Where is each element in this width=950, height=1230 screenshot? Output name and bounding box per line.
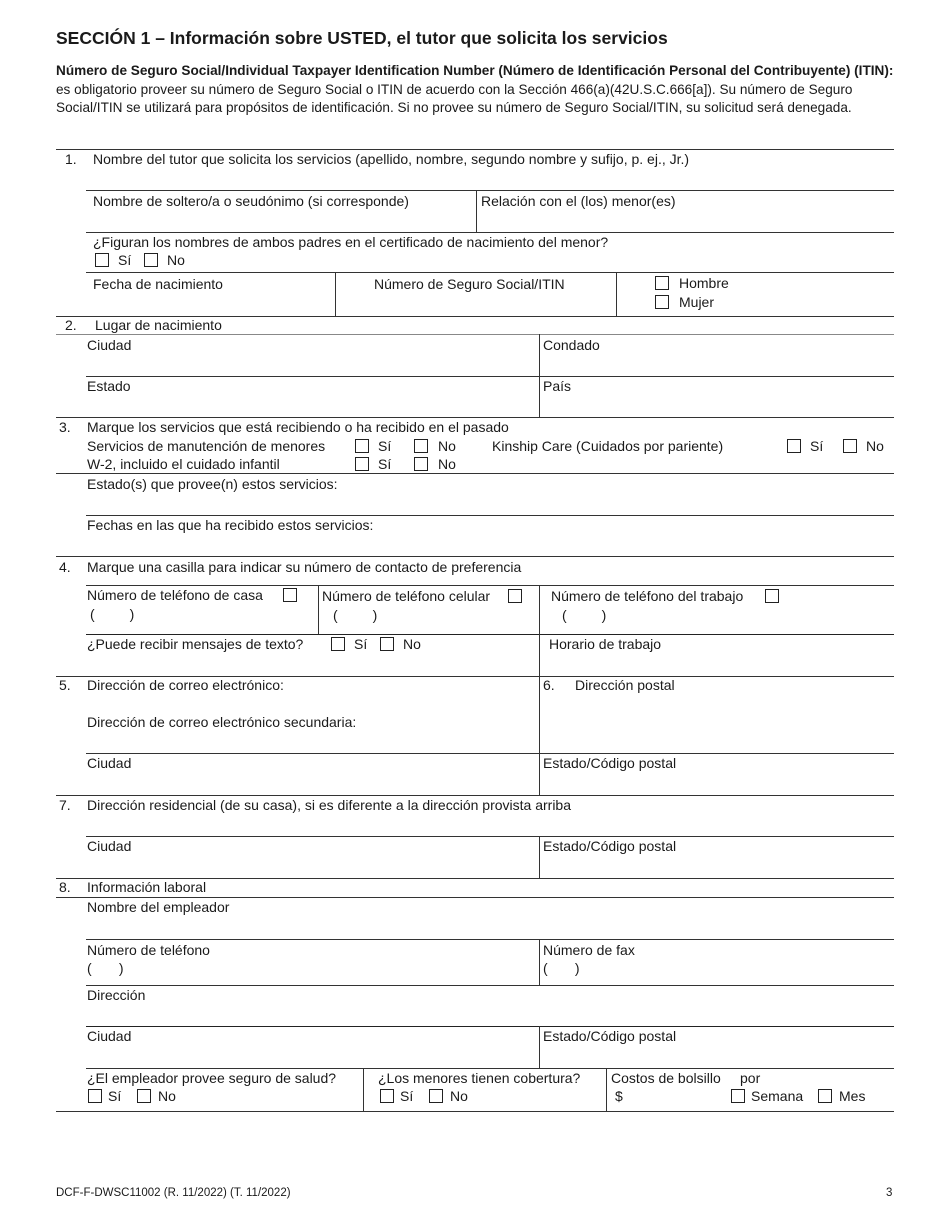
rule (86, 753, 894, 754)
texts-yes-checkbox[interactable] (331, 637, 345, 651)
month-label: Mes (839, 1088, 866, 1104)
employer-city-label: Ciudad (87, 1028, 132, 1044)
male-checkbox[interactable] (655, 276, 669, 290)
coverage-no-checkbox[interactable] (429, 1089, 443, 1103)
divider (539, 836, 540, 878)
parents-yes-label: Sí (118, 252, 132, 268)
rule (86, 376, 894, 377)
divider (539, 634, 540, 676)
texts-yes-label: Sí (354, 636, 368, 652)
q5-number: 5. (59, 677, 71, 693)
residential-state-zip-label: Estado/Código postal (543, 838, 677, 854)
w2-no-label: No (438, 456, 456, 472)
kinship-label: Kinship Care (Cuidados por pariente) (492, 438, 724, 454)
divider (539, 1026, 540, 1068)
rule (86, 985, 894, 986)
intro-body: es obligatorio proveer su número de Seguro Social o ITIN de acuerdo con la Sección 466(a)(42U.S.C.666[a]). Su número de Seguro Social/ITIN se utilizará para propósitos de identificación. Si no provee su número de Seguro Social/ITIN, su solicitud será denegada. (56, 81, 853, 115)
texts-question: ¿Puede recibir mensajes de texto? (87, 636, 304, 652)
rule (56, 897, 894, 898)
divider (539, 585, 540, 634)
relationship-label: Relación con el (los) menor(es) (481, 193, 676, 209)
rule (86, 515, 894, 516)
residential-address-label: Dirección residencial (de su casa), si es diferente a la dirección provista arriba (87, 797, 571, 813)
birth-country-label: País (543, 378, 572, 394)
male-label: Hombre (679, 275, 729, 291)
week-checkbox[interactable] (731, 1089, 745, 1103)
email-label: Dirección de correo electrónico: (87, 677, 284, 693)
divider (335, 272, 336, 316)
cell-phone-area-code: ( ) (333, 607, 378, 623)
birth-county-label: Condado (543, 337, 600, 353)
mailing-city-label: Ciudad (87, 755, 132, 771)
employer-address-label: Dirección (87, 987, 146, 1003)
week-label: Semana (751, 1088, 804, 1104)
q6-number: 6. (543, 677, 555, 693)
services-label: Marque los servicios que está recibiendo o ha recibido en el pasado (87, 419, 509, 435)
divider (616, 272, 617, 316)
rule (86, 634, 894, 635)
coverage-no-label: No (450, 1088, 468, 1104)
guardian-name-label: Nombre del tutor que solicita los servicios (apellido, nombre, segundo nombre y sufijo, p. ej., Jr.) (93, 151, 690, 167)
q2-number: 2. (65, 317, 77, 333)
intro-bold-lead: Número de Seguro Social/Individual Taxpayer Identification Number (Número de Identificación Personal del Contribuyente) (ITIN): (56, 63, 894, 78)
rule (86, 836, 894, 837)
employer-state-zip-label: Estado/Código postal (543, 1028, 677, 1044)
service-dates-label: Fechas en las que ha recibido estos servicios: (87, 517, 374, 533)
texts-no-checkbox[interactable] (380, 637, 394, 651)
contact-preference-label: Marque una casilla para indicar su número de contacto de preferencia (87, 559, 522, 575)
rule (86, 272, 894, 273)
parents-question: ¿Figuran los nombres de ambos padres en el certificado de nacimiento del menor? (93, 234, 609, 250)
rule (86, 585, 894, 586)
rule (86, 232, 894, 233)
parents-no-checkbox[interactable] (144, 253, 158, 267)
kinship-no-label: No (866, 438, 884, 454)
rule (56, 473, 894, 474)
work-phone-label: Número de teléfono del trabajo (551, 588, 744, 604)
rule (56, 334, 894, 335)
work-phone-checkbox[interactable] (765, 589, 779, 603)
out-of-pocket-label: Costos de bolsillo (611, 1070, 721, 1086)
child-support-label: Servicios de manutención de menores (87, 438, 326, 454)
coverage-yes-label: Sí (400, 1088, 414, 1104)
month-checkbox[interactable] (818, 1089, 832, 1103)
work-phone-area-code: ( ) (562, 607, 607, 623)
cell-phone-label: Número de teléfono celular (322, 588, 491, 604)
child-support-yes-checkbox[interactable] (355, 439, 369, 453)
residential-city-label: Ciudad (87, 838, 132, 854)
parents-yes-checkbox[interactable] (95, 253, 109, 267)
w2-yes-label: Sí (378, 456, 392, 472)
work-hours-label: Horario de trabajo (549, 636, 662, 652)
q7-number: 7. (59, 797, 71, 813)
divider (539, 676, 540, 795)
intro-paragraph (56, 62, 898, 118)
divider (606, 1068, 607, 1111)
service-states-label: Estado(s) que provee(n) estos servicios: (87, 476, 338, 492)
insurance-yes-label: Sí (108, 1088, 122, 1104)
kinship-yes-checkbox[interactable] (787, 439, 801, 453)
insurance-question: ¿El empleador provee seguro de salud? (87, 1070, 337, 1086)
divider (363, 1068, 364, 1111)
employer-fax-area-code: ( ) (543, 960, 580, 976)
employer-fax-label: Número de fax (543, 942, 635, 958)
birth-state-label: Estado (87, 378, 131, 394)
insurance-yes-checkbox[interactable] (88, 1089, 102, 1103)
employer-phone-label: Número de teléfono (87, 942, 210, 958)
rule (56, 795, 894, 796)
per-label: por (740, 1070, 761, 1086)
rule (56, 417, 894, 418)
rule (86, 1068, 894, 1069)
rule (56, 556, 894, 557)
female-label: Mujer (679, 294, 715, 310)
coverage-yes-checkbox[interactable] (380, 1089, 394, 1103)
rule (86, 939, 894, 940)
divider (476, 190, 477, 232)
q1-number: 1. (65, 151, 77, 167)
ssn-label: Número de Seguro Social/ITIN (374, 276, 565, 292)
texts-no-label: No (403, 636, 421, 652)
insurance-no-label: No (158, 1088, 176, 1104)
w2-no-checkbox[interactable] (414, 457, 428, 471)
maiden-name-label: Nombre de soltero/a o seudónimo (si corresponde) (93, 193, 409, 209)
parents-no-label: No (167, 252, 185, 268)
child-support-no-label: No (438, 438, 456, 454)
divider (539, 939, 540, 985)
mailing-state-zip-label: Estado/Código postal (543, 755, 677, 771)
w2-yes-checkbox[interactable] (355, 457, 369, 471)
rule (56, 149, 894, 150)
employment-label: Información laboral (87, 879, 207, 895)
child-support-no-checkbox[interactable] (414, 439, 428, 453)
home-phone-checkbox[interactable] (283, 588, 297, 602)
dob-label: Fecha de nacimiento (93, 276, 223, 292)
rule (86, 190, 894, 191)
kinship-yes-label: Sí (810, 438, 824, 454)
divider (318, 585, 319, 634)
cell-phone-checkbox[interactable] (508, 589, 522, 603)
w2-label: W-2, incluido el cuidado infantil (87, 456, 280, 472)
page-number: 3 (886, 1187, 893, 1199)
rule (86, 1026, 894, 1027)
rule (56, 1111, 894, 1112)
q8-number: 8. (59, 879, 71, 895)
female-checkbox[interactable] (655, 295, 669, 309)
q3-number: 3. (59, 419, 71, 435)
children-coverage-question: ¿Los menores tienen cobertura? (378, 1070, 581, 1086)
child-support-yes-label: Sí (378, 438, 392, 454)
email-secondary-label: Dirección de correo electrónico secundaria: (87, 714, 357, 730)
kinship-no-checkbox[interactable] (843, 439, 857, 453)
insurance-no-checkbox[interactable] (137, 1089, 151, 1103)
dollar-sign: $ (615, 1088, 623, 1104)
birthplace-label: Lugar de nacimiento (95, 317, 222, 333)
form-code: DCF-F-DWSC11002 (R. 11/2022) (T. 11/2022) (56, 1187, 291, 1199)
home-phone-label: Número de teléfono de casa (87, 587, 263, 603)
employer-name-label: Nombre del empleador (87, 899, 230, 915)
employer-phone-area-code: ( ) (87, 960, 124, 976)
birth-city-label: Ciudad (87, 337, 132, 353)
home-phone-area-code: ( ) (90, 606, 135, 622)
section-title: SECCIÓN 1 – Información sobre USTED, el tutor que solicita los servicios (56, 28, 668, 48)
q4-number: 4. (59, 559, 71, 575)
mailing-address-label: Dirección postal (575, 677, 675, 693)
